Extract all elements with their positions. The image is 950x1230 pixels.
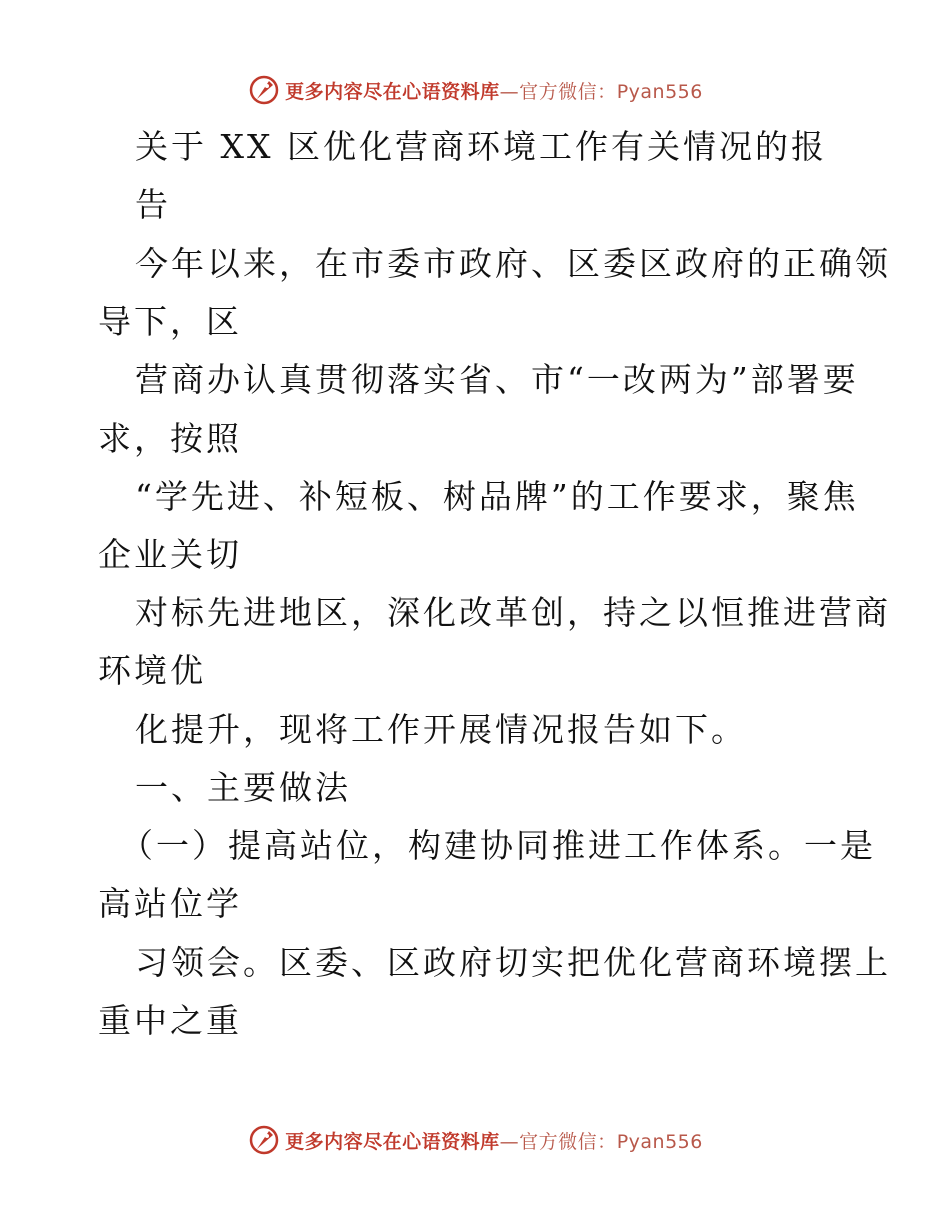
- watermark-brand: 更多内容尽在心语资料库: [285, 1130, 500, 1153]
- subsection-heading-line: （一）提高站位，构建协同推进工作体系。一是: [120, 826, 876, 865]
- paragraph-line: 对标先进地区，深化改革创，持之以恒推进营商: [135, 593, 891, 632]
- paragraph-line: 习领会。区委、区政府切实把优化营商环境摆上: [135, 943, 891, 982]
- section-heading: 一、主要做法: [135, 768, 351, 807]
- paragraph-line: “学先进、补短板、树品牌”的工作要求，聚焦: [135, 477, 859, 516]
- watermark-text: [285, 77, 703, 104]
- watermark-label: 官方微信：: [519, 1130, 617, 1153]
- watermark-separator: —: [499, 1130, 520, 1153]
- paragraph-line: 重中之重: [98, 1001, 242, 1040]
- paragraph-line: 高站位学: [98, 884, 242, 923]
- watermark-account: Pyan556: [616, 80, 703, 103]
- watermark-brand: 更多内容尽在心语资料库: [285, 80, 500, 103]
- paragraph-line: 今年以来，在市委市政府、区委区政府的正确领: [135, 244, 891, 283]
- watermark-label: 官方微信：: [519, 80, 617, 103]
- watermark-separator: —: [499, 80, 520, 103]
- document-title-line-2: 告: [135, 185, 171, 224]
- watermark-account: Pyan556: [616, 1130, 703, 1153]
- paragraph-line: 求，按照: [98, 419, 242, 458]
- footer-watermark: [0, 1122, 950, 1158]
- pen-nib-logo-icon: [247, 73, 281, 107]
- paragraph-line: 营商办认真贯彻落实省、市“一改两为”部署要: [135, 360, 859, 399]
- paragraph-line: 导下，区: [98, 302, 242, 341]
- paragraph-line: 环境优: [98, 651, 206, 690]
- document-title-line-1: 关于 XX 区优化营商环境工作有关情况的报: [135, 127, 827, 166]
- paragraph-line: 化提升，现将工作开展情况报告如下。: [135, 710, 747, 749]
- header-watermark: [0, 72, 950, 108]
- paragraph-line: 企业关切: [98, 535, 242, 574]
- pen-nib-logo-icon: [247, 1123, 281, 1157]
- watermark-text: [285, 1127, 703, 1154]
